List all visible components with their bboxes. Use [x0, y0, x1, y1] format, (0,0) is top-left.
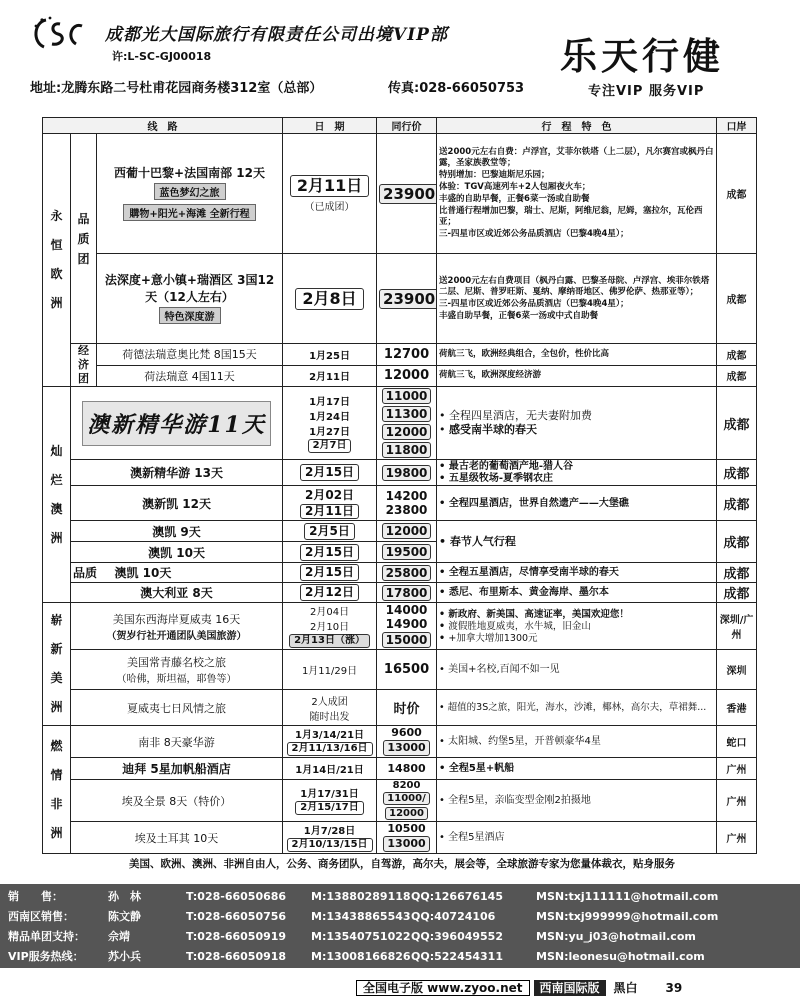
date-cell: 2月8日 [283, 254, 377, 344]
price-cell: 12000 [377, 521, 437, 542]
featured-route: 澳新精华游11天 [82, 401, 271, 446]
date-cell: 1月3/14/21日 2月11/13/16日 [283, 726, 377, 758]
header-date: 日 期 [283, 118, 377, 134]
route-cell: 荷法瑞意 4国11天 [97, 365, 283, 387]
route-cell: 澳凯 9天 [71, 521, 283, 542]
header-port: 口岸 [717, 118, 757, 134]
page-header [0, 0, 800, 100]
table-row [43, 486, 757, 521]
header-route: 线 路 [43, 118, 283, 134]
feature-cell: 送2000元左右自费：卢浮宫，艾菲尔铁塔（上二层），凡尔赛宫或枫丹白露，圣家族教堂等； 特别增加：巴黎迪斯尼乐园； 体验：TGV高速列车+2人包厢夜火车； 丰盛的自助早餐，正餐6菜一汤或自助餐 比普通行程增加巴黎，瑞士、尼斯，阿维尼翁，尼姆，塞拉尔，瓦伦西亚； 三-四星市区或近郊公务品质酒店（巴黎4晚4星）； [437, 134, 717, 254]
header-price: 同行价 [377, 118, 437, 134]
price-cell: 19500 [377, 542, 437, 563]
table-row [43, 603, 757, 650]
port-cell: 成都 [717, 134, 757, 254]
route-tag: 特色深度游 [159, 307, 221, 324]
feature-cell: • 全程五星酒店，尽情享受南半球的春天 [437, 563, 717, 583]
price-cell: 17800 [377, 583, 437, 603]
route-cell [71, 387, 283, 460]
route-cell: 澳大利亚 8天 [71, 583, 283, 603]
feature-cell: • 全程四星酒店，无夫妻附加费 • 感受南半球的春天 [437, 387, 717, 460]
contact-row: 西南区销售： 陈文静 T:028-66050756 M:13438865543QQ:40724106 MSN:txj999999@hotmail.com [8, 910, 719, 923]
page-footer [356, 979, 682, 996]
port-cell: 成都 [717, 387, 757, 460]
route-cell: 埃及土耳其 10天 [71, 822, 283, 854]
date-cell: 2月5日 [283, 521, 377, 542]
port-cell: 成都 [717, 521, 757, 563]
contact-panel [0, 884, 800, 968]
port-cell: 香港 [717, 690, 757, 726]
table-row [43, 583, 757, 603]
route-cell: 夏威夷七日风情之旅 [71, 690, 283, 726]
date-cell: 2月02日 2月11日 [283, 486, 377, 521]
price-cell: 14000 14900 15000 [377, 603, 437, 650]
price-cell: 10500 13000 [377, 822, 437, 854]
footer-slogan: 美国、欧洲、澳洲、非洲自由人，公务、商务团队，自驾游，高尔夫，展会等，全球旅游专家为您量体裁衣，贴身服务 [129, 858, 675, 870]
company-logo-icon [30, 16, 88, 52]
feature-cell: • 全程四星酒店，世界自然遗产——大堡礁 [437, 486, 717, 521]
route-cell: 西葡十巴黎+法国南部 12天 蓝色梦幻之旅 購物+阳光+海滩 全新行程 [97, 134, 283, 254]
route-cell: 南非 8天豪华游 [71, 726, 283, 758]
port-cell: 蛇口 [717, 726, 757, 758]
contact-row: 销 售： 孙 林 T:028-66050686 M:13880289118QQ:126676145 MSN:txj111111@hotmail.com [8, 890, 719, 903]
group-premium: 品质团 [71, 134, 97, 344]
table-row [43, 758, 757, 780]
feature-cell: 荷航三飞，欧洲深度经济游 [437, 365, 717, 387]
route-cell: 澳新精华游 13天 [71, 460, 283, 486]
license-number: 许:L-SC-GJ00018 [112, 50, 212, 63]
route-cell: 荷德法瑞意奥比梵 8国15天 [97, 344, 283, 366]
price-cell: 12700 [377, 344, 437, 366]
feature-cell: • 最古老的葡萄酒产地-猎人谷 • 五星级牧场-夏季钢农庄 [437, 460, 717, 486]
table-row [43, 254, 757, 344]
color-label: 黑白 [613, 981, 638, 995]
price-cell: 23900 [377, 134, 437, 254]
header-features: 行 程 特 色 [437, 118, 717, 134]
port-cell: 成都 [717, 486, 757, 521]
date-cell: 2月15日 [283, 563, 377, 583]
port-cell: 广州 [717, 758, 757, 780]
route-cell: 澳新凯 12天 [71, 486, 283, 521]
feature-cell: 送2000元左右自费项目（枫丹白露、巴黎圣母院、卢浮宫、埃菲尔铁塔二层、尼斯、普罗旺斯、戛纳、摩纳哥地区、佛罗伦萨、热那亚等）； 三-四星市区或近郊公务品质酒店（巴黎4晚4星）； 丰盛自助早餐，正餐6菜一汤或中式自助餐 [437, 254, 717, 344]
feature-cell: • 美国+名校,百闻不如一见 [437, 650, 717, 690]
date-cell: 2月15日 [283, 460, 377, 486]
section-africa: 燃情非洲 [43, 726, 71, 854]
port-cell: 广州 [717, 822, 757, 854]
date-cell: 2月11日 [283, 365, 377, 387]
date-cell: 1月17/31日 2月15/17日 [283, 780, 377, 822]
contact-row: 精品单团支持： 佘靖 T:028-66050919 M:13540751022QQ:396049552 MSN:yu_j03@hotmail.com [8, 930, 696, 943]
address: 地址:龙腾东路二号杜甫花园商务楼312室（总部） [30, 81, 323, 96]
feature-cell: 荷航三飞，欧洲经典组合，全包价，性价比高 [437, 344, 717, 366]
feature-cell: • 太阳城、约堡5星，开普顿豪华4星 [437, 726, 717, 758]
price-cell: 25800 [377, 563, 437, 583]
port-cell: 成都 [717, 344, 757, 366]
table-row [43, 690, 757, 726]
feature-cell: • 悉尼、布里斯本、黄金海岸、墨尔本 [437, 583, 717, 603]
price-cell: 16500 [377, 650, 437, 690]
section-america: 崭新美洲 [43, 603, 71, 726]
table-row [43, 822, 757, 854]
section-europe: 永恒欧洲 [43, 134, 71, 387]
port-cell: 成都 [717, 563, 757, 583]
price-cell: 8200 11000/ 12000 [377, 780, 437, 822]
price-cell: 11000 11300 12000 11800 [377, 387, 437, 460]
price-cell: 23900 [377, 254, 437, 344]
date-cell: 1月7/28日 2月10/13/15日 [283, 822, 377, 854]
date-cell: 1月11/29日 [283, 650, 377, 690]
section-label: 西南国际版 [534, 980, 606, 996]
fax-number: 传真:028-66050753 [388, 81, 525, 96]
table-row [43, 780, 757, 822]
section-australia: 灿烂澳洲 [43, 387, 71, 603]
route-tag: 蓝色梦幻之旅 [154, 183, 226, 200]
group-economy: 经济团 [71, 344, 97, 387]
port-cell: 成都 [717, 254, 757, 344]
price-cell: 14800 [377, 758, 437, 780]
slogan: 乐天行健 [560, 34, 724, 78]
price-cell: 14200 23800 [377, 486, 437, 521]
port-cell: 成都 [717, 365, 757, 387]
page-number: 39 [665, 981, 683, 995]
route-cell: 澳凯 10天 [71, 542, 283, 563]
route-cell: 品质 澳凯 10天 [71, 563, 283, 583]
table-row [43, 563, 757, 583]
port-cell: 广州 [717, 780, 757, 822]
edition-label: 全国电子版 www.zyoo.net [356, 980, 530, 996]
feature-cell: • 超值的3S之旅，阳光，海水，沙滩，椰林，高尔夫，草裙舞... [437, 690, 717, 726]
port-cell: 成都 [717, 460, 757, 486]
route-cell: 埃及全景 8天（特价） [71, 780, 283, 822]
port-cell: 深圳 [717, 650, 757, 690]
feature-cell: • 全程5星，亲临变型金刚2拍摄地 [437, 780, 717, 822]
contact-row: VIP服务热线： 苏小兵 T:028-66050918 M:13008166826QQ:522454311 MSN:leonesu@hotmail.com [8, 950, 705, 963]
table-header-row [43, 118, 757, 134]
route-cell: 美国常青藤名校之旅 （哈佛，斯坦福，耶鲁等） [71, 650, 283, 690]
date-cell: 2月12日 [283, 583, 377, 603]
tour-table [42, 117, 757, 854]
tagline: 专注VIP 服务VIP [588, 84, 705, 99]
table-row [43, 134, 757, 254]
table-row [43, 650, 757, 690]
table-row [43, 365, 757, 387]
date-cell: 2月15日 [283, 542, 377, 563]
company-name: 成都光大国际旅行有限责任公司出境VIP部 [105, 25, 448, 45]
port-cell: 成都 [717, 583, 757, 603]
date-cell: 2人成团 随时出发 [283, 690, 377, 726]
feature-cell: • 春节人气行程 [437, 521, 717, 563]
date-cell: 1月25日 [283, 344, 377, 366]
table-row [43, 344, 757, 366]
feature-cell: • 全程5星+帆船 [437, 758, 717, 780]
route-cell: 迪拜 5星加帆船酒店 [71, 758, 283, 780]
route-cell: 法深度+意小镇+瑞酒区 3国12天（12人左右） 特色深度游 [97, 254, 283, 344]
route-cell: 美国东西海岸夏威夷 16天 （贺岁行社开通团队美国旅游） [71, 603, 283, 650]
feature-cell: • 新政府、新美国、高速证率，美国欢迎您！ • 渡假胜地夏威夷，水牛城，旧金山 • +加拿大增加1300元 [437, 603, 717, 650]
price-cell: 12000 [377, 365, 437, 387]
port-cell: 深圳/广州 [717, 603, 757, 650]
date-cell: 1月17日 1月24日 1月27日 2月7日 [283, 387, 377, 460]
feature-cell: • 全程5星酒店 [437, 822, 717, 854]
route-tag: 購物+阳光+海滩 全新行程 [123, 204, 255, 221]
date-cell: 1月14日/21日 [283, 758, 377, 780]
price-cell: 时价 [377, 690, 437, 726]
table-row [43, 460, 757, 486]
table-row [43, 726, 757, 758]
date-cell: 2月04日 2月10日 2月13日（涨） [283, 603, 377, 650]
table-row [43, 521, 757, 542]
price-cell: 9600 13000 [377, 726, 437, 758]
table-row [43, 387, 757, 460]
price-cell: 19800 [377, 460, 437, 486]
date-cell: 2月11日 （已成团） [283, 134, 377, 254]
